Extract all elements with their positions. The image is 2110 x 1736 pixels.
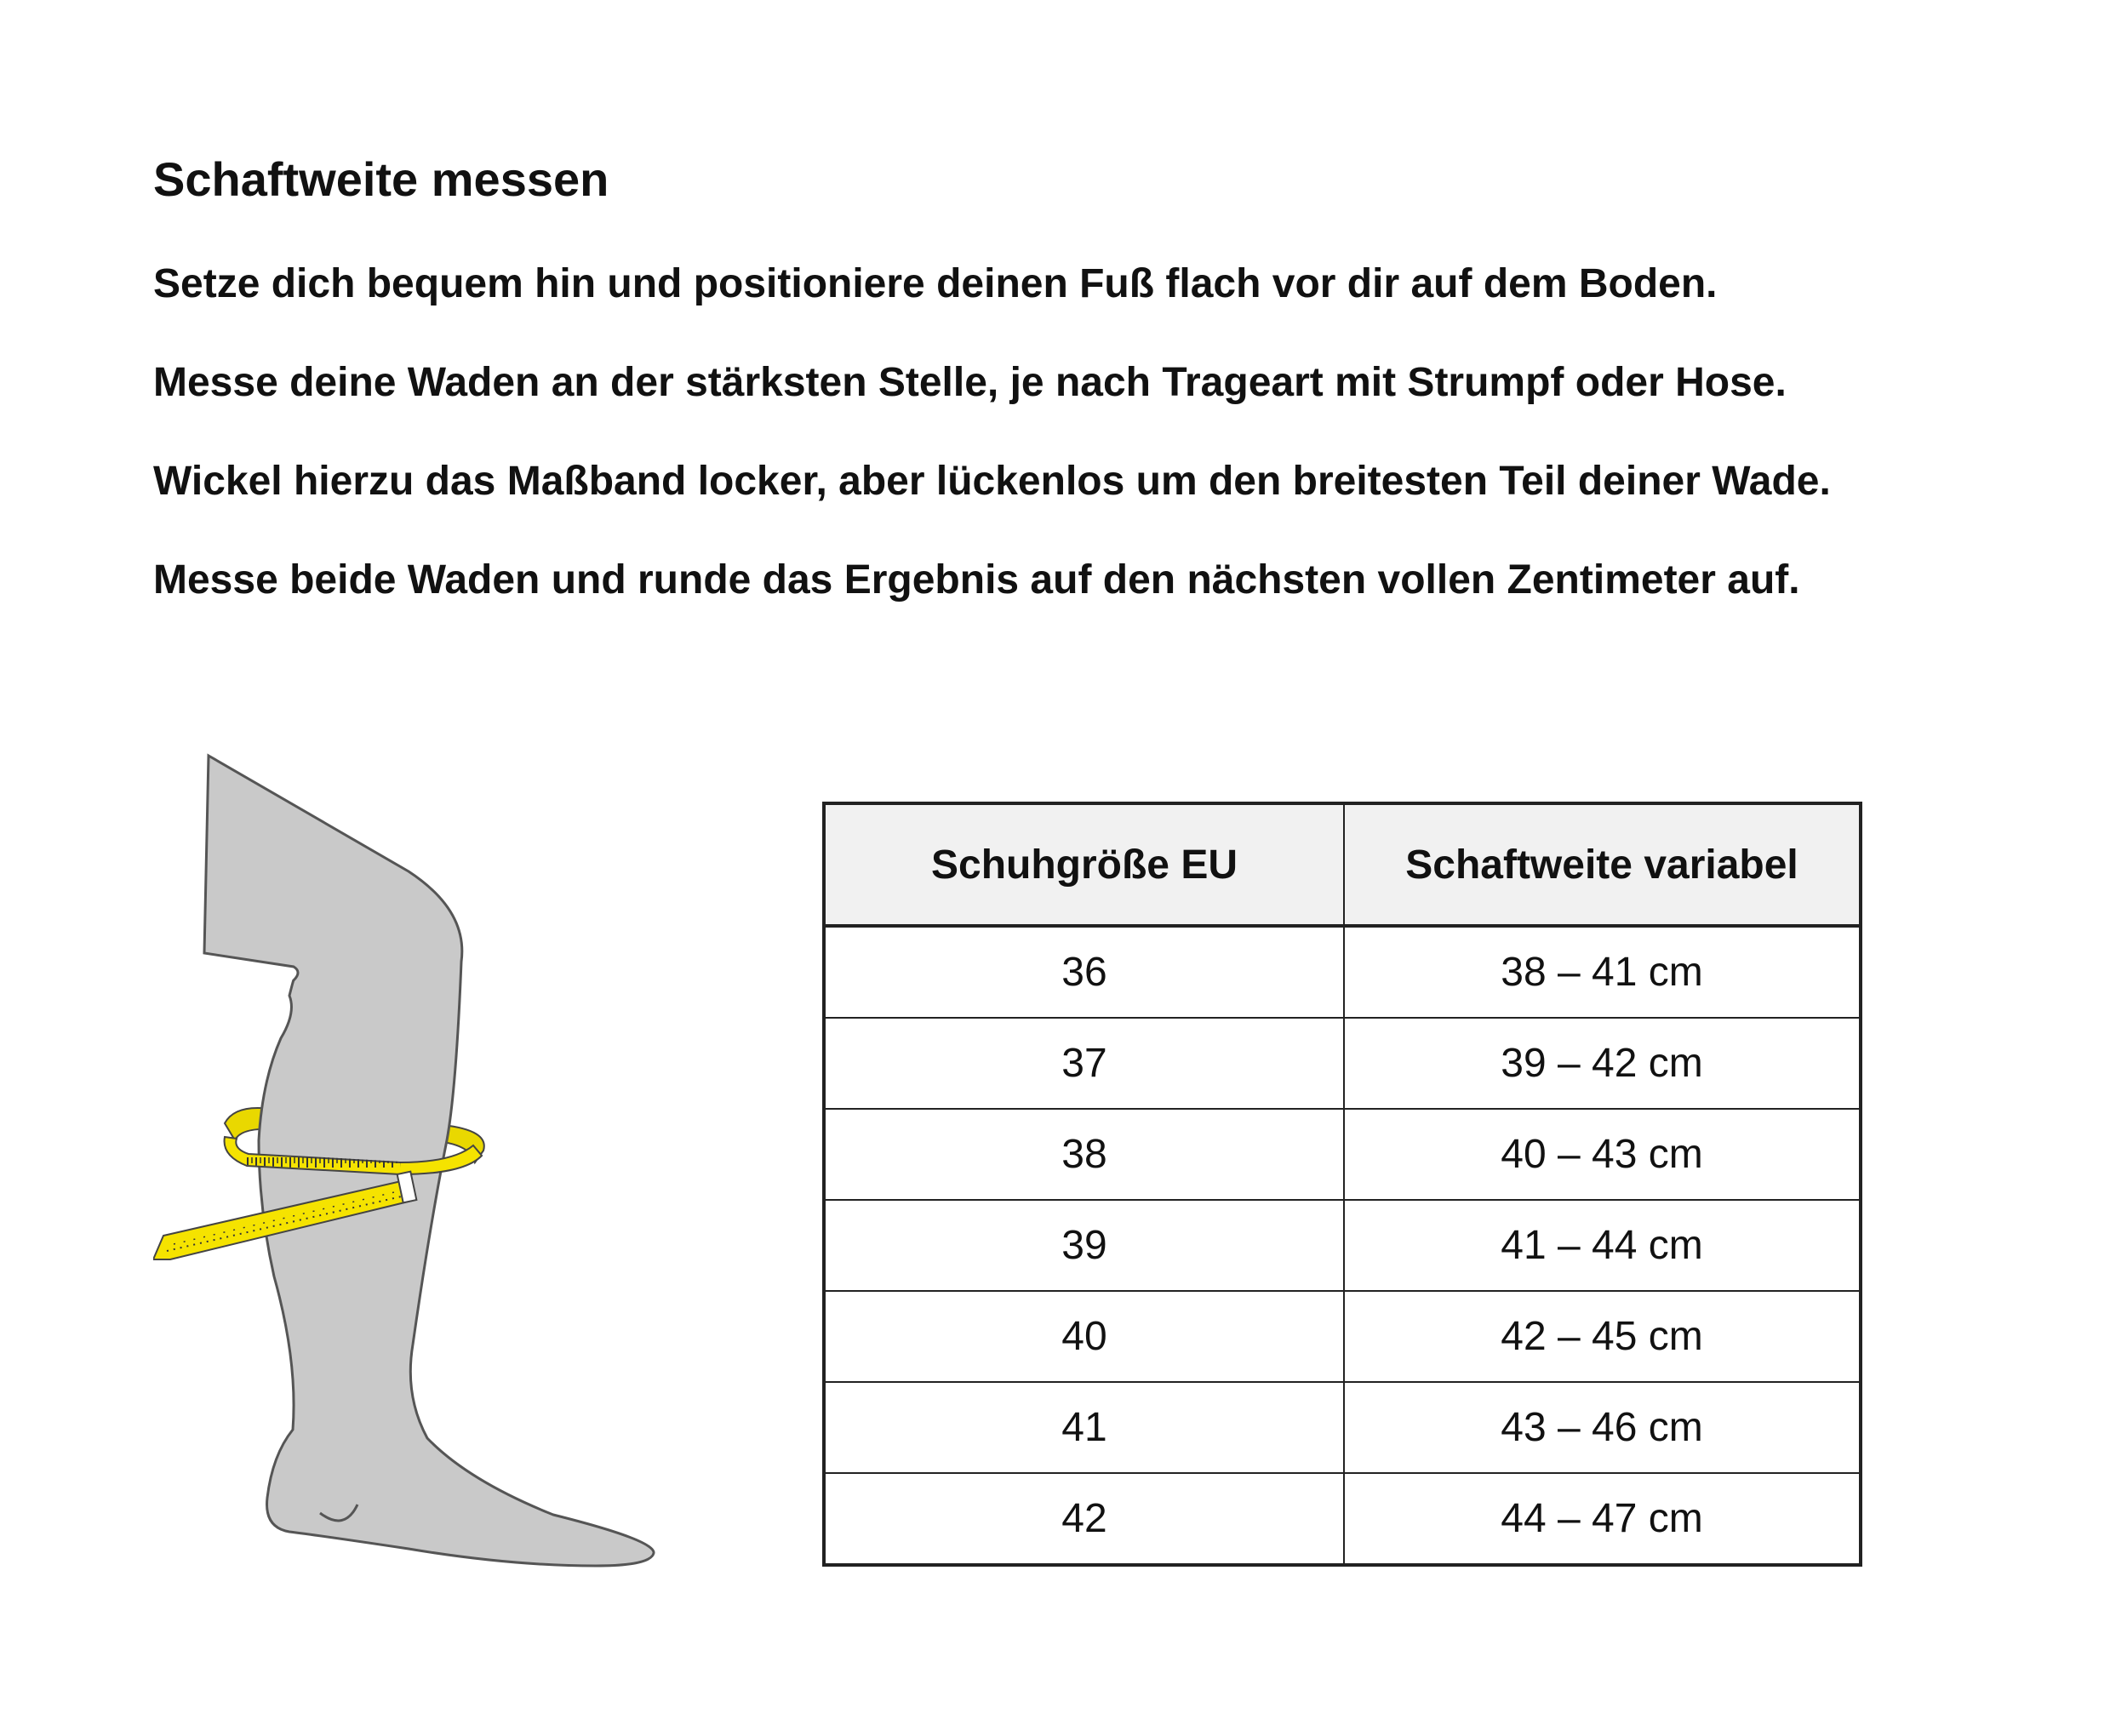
shoe-size-cell: 38 bbox=[824, 1109, 1344, 1200]
header-shoe-size: Schuhgröße EU bbox=[824, 803, 1344, 926]
shaft-width-cell: 39 – 42 cm bbox=[1344, 1018, 1861, 1109]
table-row bbox=[824, 926, 1861, 1018]
table-row bbox=[824, 1291, 1861, 1382]
table-row bbox=[824, 1473, 1861, 1565]
size-table bbox=[822, 802, 1862, 1567]
shaft-width-cell: 38 – 41 cm bbox=[1344, 926, 1861, 1018]
shoe-size-cell: 36 bbox=[824, 926, 1344, 1018]
shaft-width-cell: 42 – 45 cm bbox=[1344, 1291, 1861, 1382]
instruction-3: Wickel hierzu das Maßband locker, aber lückenlos um den breitesten Teil deiner Wade. bbox=[153, 459, 1831, 504]
shoe-size-cell: 42 bbox=[824, 1473, 1344, 1565]
instruction-1: Setze dich bequem hin und positioniere deinen Fuß flach vor dir auf dem Boden. bbox=[153, 261, 1718, 306]
table-row bbox=[824, 1382, 1861, 1473]
size-table-container bbox=[822, 802, 1862, 1567]
shoe-size-cell: 40 bbox=[824, 1291, 1344, 1382]
instruction-4: Messe beide Waden und runde das Ergebnis auf den nächsten vollen Zentimeter auf. bbox=[153, 557, 1800, 602]
table-header-row bbox=[824, 803, 1861, 926]
page-title: Schaftweite messen bbox=[153, 152, 609, 206]
shoe-size-cell: 39 bbox=[824, 1200, 1344, 1291]
table-row bbox=[824, 1109, 1861, 1200]
shoe-size-cell: 41 bbox=[824, 1382, 1344, 1473]
table-row bbox=[824, 1200, 1861, 1291]
shaft-width-cell: 43 – 46 cm bbox=[1344, 1382, 1861, 1473]
shaft-width-cell: 44 – 47 cm bbox=[1344, 1473, 1861, 1565]
shaft-width-cell: 40 – 43 cm bbox=[1344, 1109, 1861, 1200]
leg-with-measuring-tape-icon bbox=[153, 749, 664, 1668]
shaft-width-cell: 41 – 44 cm bbox=[1344, 1200, 1861, 1291]
shoe-size-cell: 37 bbox=[824, 1018, 1344, 1109]
table-row bbox=[824, 1018, 1861, 1109]
instruction-2: Messe deine Waden an der stärksten Stelle, je nach Trageart mit Strumpf oder Hose. bbox=[153, 360, 1787, 405]
header-shaft-width: Schaftweite variabel bbox=[1344, 803, 1861, 926]
